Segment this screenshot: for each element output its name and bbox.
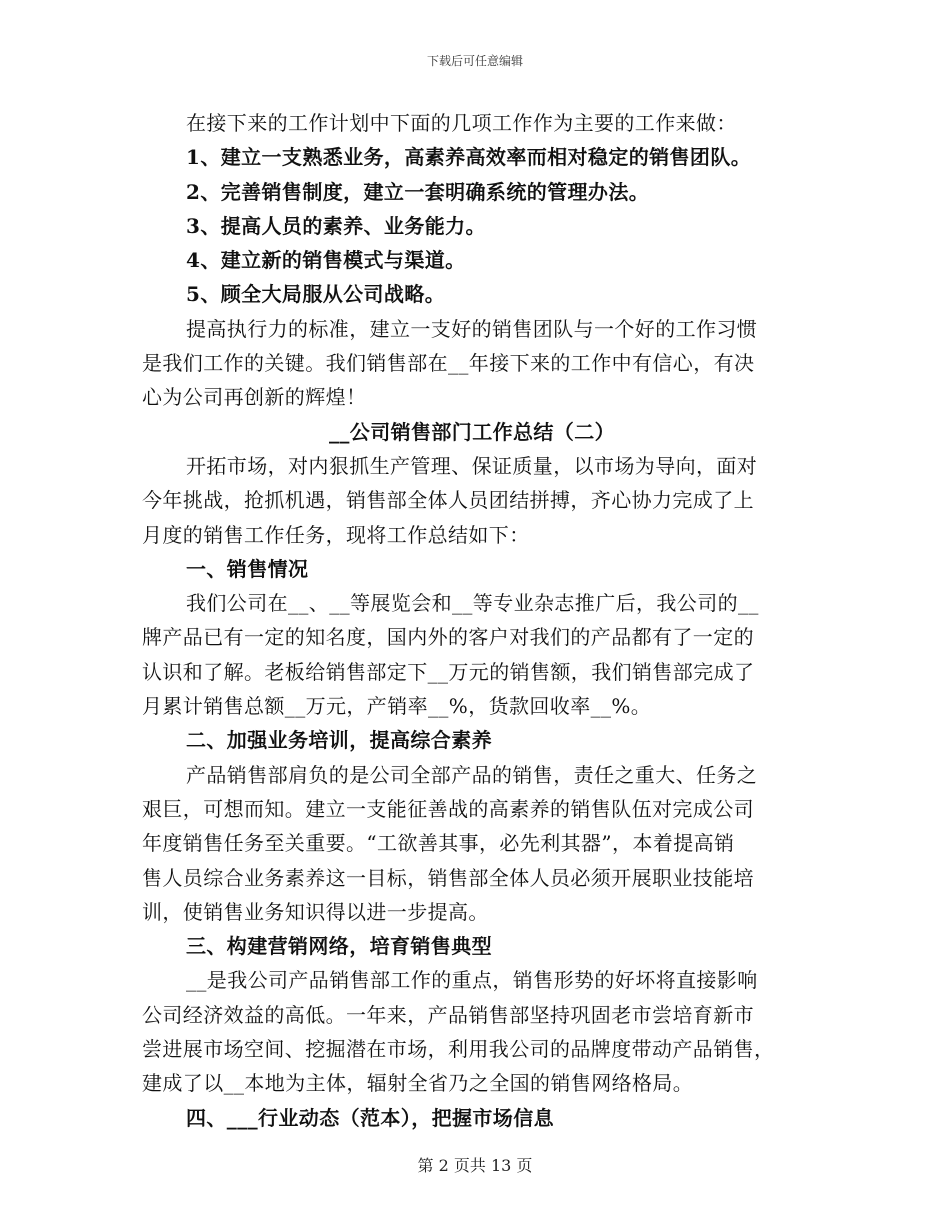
- text-line: 心为公司再创新的辉煌！: [142, 385, 367, 410]
- text-line: 在接下来的工作计划中下面的几项工作作为主要的工作来做：: [186, 111, 737, 135]
- text-line: 今年挑战，抢抓机遇，销售部全体人员团结拼搏，齐心协力完成了上: [142, 488, 754, 513]
- heading-line: 5、顾全大局服从公司战略。: [186, 282, 446, 307]
- text-line: 训，使销售业务知识得以进一步提高。: [142, 899, 489, 924]
- heading-line: 一、销售情况: [186, 556, 309, 581]
- text-line: 公司经济效益的高低。一年来，产品销售部坚持巩固老市尝培育新市: [142, 1002, 754, 1027]
- page-footer: 第 2 页共 13 页: [417, 1156, 533, 1175]
- heading-line: 3、提高人员的素养、业务能力。: [186, 213, 486, 238]
- heading-line: 4、建立新的销售模式与渠道。: [186, 248, 466, 273]
- heading-line: 1、建立一支熟悉业务，高素养高效率而相对稳定的销售团队。: [186, 145, 752, 170]
- text-line: 建成了以__本地为主体，辐射全省乃之全国的销售网络格局。: [142, 1071, 694, 1096]
- heading-line: 二、加强业务培训，提高综合素养: [186, 728, 492, 753]
- text-line: 月累计销售总额__万元，产销率__%，货款回收率__%。: [142, 694, 652, 719]
- heading-line: 三、构建营销网络，培育销售典型: [186, 934, 492, 959]
- text-line: 月度的销售工作任务，现将工作总结如下：: [142, 522, 530, 547]
- text-line: 年度销售任务至关重要。“工欲善其事，必先利其器”，本着提高销: [142, 831, 735, 856]
- document-body: [142, 106, 802, 1135]
- section-title: __公司销售部门工作总结（二）: [329, 419, 615, 444]
- text-line: 产品销售部肩负的是公司全部产品的销售，责任之重大、任务之: [186, 762, 758, 787]
- text-line: __是我公司产品销售部工作的重点，销售形势的好坏将直接影响: [186, 968, 758, 993]
- text-line: 售人员综合业务素养这一目标，销售部全体人员必须开展职业技能培: [142, 865, 754, 890]
- text-line: 尝进展市场空间、挖掘潜在市场，利用我公司的品牌度带动产品销售，: [142, 1037, 775, 1062]
- text-line: 认识和了解。老板给销售部定下__万元的销售额，我们销售部完成了: [142, 659, 755, 684]
- heading-line: 四、___行业动态（范本），把握市场信息: [186, 1105, 554, 1130]
- text-line: 艰巨，可想而知。建立一支能征善战的高素养的销售队伍对完成公司: [142, 796, 754, 821]
- text-line: 牌产品已有一定的知名度，国内外的客户对我们的产品都有了一定的: [142, 625, 754, 650]
- text-line: 我们公司在__、__等展览会和__等专业杂志推广后，我公司的__: [186, 591, 759, 616]
- text-line: 是我们工作的关键。我们销售部在__年接下来的工作中有信心，有决: [142, 351, 755, 376]
- heading-line: 2、完善销售制度，建立一套明确系统的管理办法。: [186, 179, 650, 204]
- page-header: 下载后可任意编辑: [426, 54, 523, 68]
- text-line: 开拓市场，对内狠抓生产管理、保证质量，以市场为导向，面对: [186, 453, 758, 478]
- text-line: 提高执行力的标准，建立一支好的销售团队与一个好的工作习惯: [186, 316, 758, 341]
